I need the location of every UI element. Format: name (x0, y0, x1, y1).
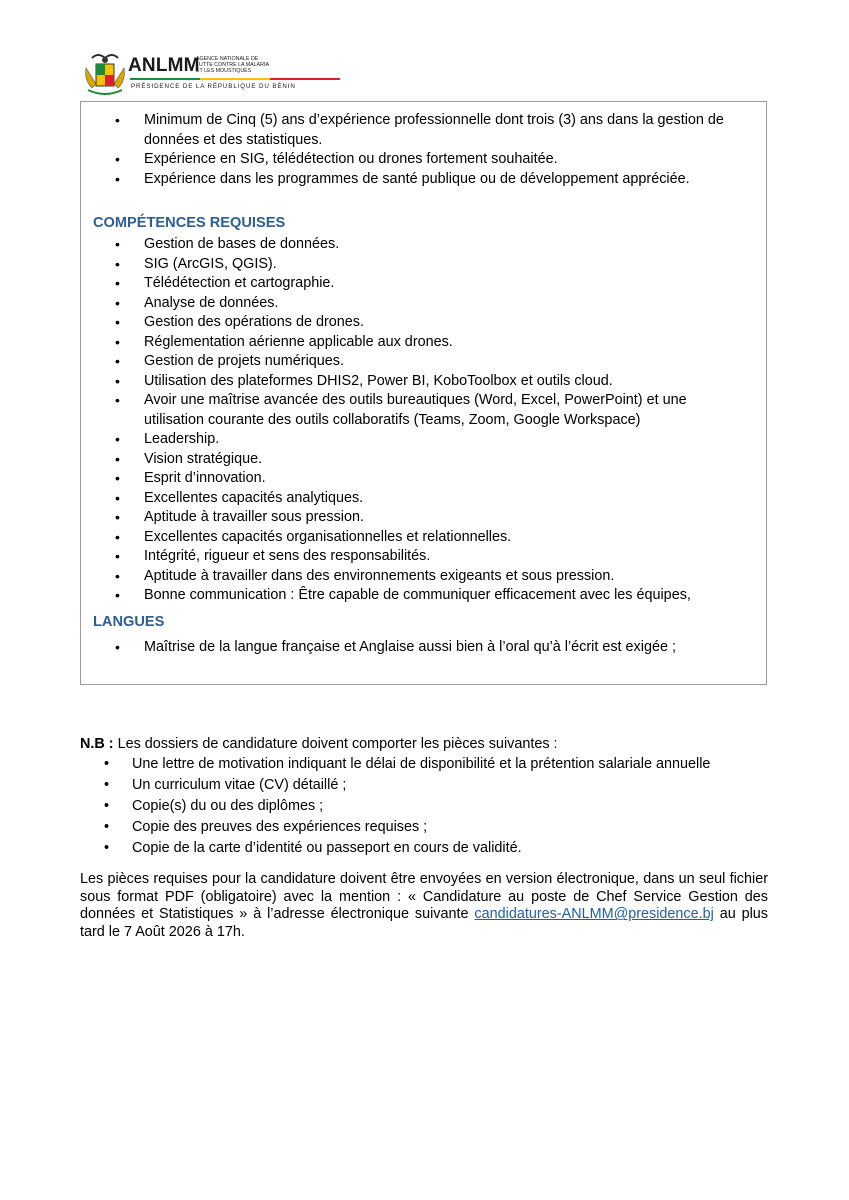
list-item: • Utilisation des plateformes DHIS2, Power BI, KoboToolbox et outils cloud. (81, 372, 764, 392)
list-item: • Un curriculum vitae (CV) détaillé ; (80, 775, 770, 796)
bullet-icon: • (104, 798, 110, 814)
list-item: • Expérience dans les programmes de santé publique ou de développement appréciée. (81, 170, 764, 190)
email-link[interactable]: candidatures-ANLMM@presidence.bj (474, 906, 714, 923)
nb-intro: Les dossiers de candidature doivent comporter les pièces suivantes : (113, 736, 558, 752)
list-item: • Avoir une maîtrise avancée des outils bureautiques (Word, Excel, PowerPoint) et une utilisation courante des outils collaboratifs (Teams, Zoom, Google Workspace) (115, 392, 687, 428)
bullet-icon: • (104, 756, 110, 772)
bullet-icon: • (115, 151, 120, 167)
bullet-icon: • (115, 255, 120, 272)
list-item: • Leadership. (81, 430, 764, 450)
flag-green (130, 78, 200, 80)
list-item: • Réglementation aérienne applicable aux drones. (81, 333, 764, 353)
deadline-text: au plus tard le 7 Août 2026 à 17h. (80, 906, 769, 940)
bullet-icon: • (115, 509, 120, 525)
bullet-icon: • (115, 275, 120, 291)
list-item: • Aptitude à travailler sous pression. (81, 508, 764, 528)
bullet-icon: • (115, 470, 120, 486)
flag-red (270, 78, 340, 80)
bullet-icon: • (115, 112, 120, 128)
bullet-icon: • (115, 450, 120, 467)
bullet-icon: • (115, 489, 120, 506)
list-item: • Esprit d’innovation. (81, 469, 764, 489)
list-item: • Excellentes capacités analytiques. (81, 489, 764, 509)
list-item: • Expérience en SIG, télédétection ou drones fortement souhaitée. (81, 150, 764, 170)
bullet-icon: • (115, 587, 120, 603)
experience-list (81, 111, 764, 189)
list-item: • Gestion de bases de données. (81, 235, 764, 255)
list-item: • Gestion de projets numériques. (81, 352, 764, 372)
flag-color-bar (130, 78, 340, 80)
agency-full-name: AGENCE NATIONALE DE LUTTE CONTRE LA MALARIA ET LES MOUSTIQUES (196, 56, 269, 74)
bullet-icon: • (115, 170, 120, 187)
bullet-icon: • (115, 392, 120, 408)
list-item: • Minimum de Cinq (5) ans d’expérience professionnelle dont trois (3) ans dans la gestion de données et des statistiques. (115, 112, 724, 148)
list-item: • Maîtrise de la langue française et Anglaise aussi bien à l’oral qu’à l’écrit est exigée ; (81, 638, 764, 658)
bullet-icon: • (115, 372, 120, 389)
list-item: • Bonne communication : Être capable de communiquer efficacement avec les équipes, (81, 586, 764, 606)
flag-yellow (200, 78, 270, 80)
bullet-icon: • (104, 840, 110, 856)
bullet-icon: • (115, 294, 120, 311)
list-item: • Analyse de données. (81, 294, 764, 314)
langues-list (81, 638, 764, 658)
list-item: • Une lettre de motivation indiquant le délai de disponibilité et la prétention salariale annuelle (80, 754, 770, 775)
list-item: • Copie des preuves des expériences requises ; (80, 817, 770, 838)
coat-of-arms-icon (82, 50, 128, 100)
nb-label: N.B : (80, 736, 114, 752)
bullet-icon: • (115, 333, 120, 350)
bullet-icon: • (115, 236, 120, 252)
brand-name: ANLMM (128, 55, 200, 76)
list-item: • Copie(s) du ou des diplômes ; (80, 796, 770, 817)
bullet-icon: • (115, 528, 120, 545)
bullet-icon: • (104, 777, 110, 793)
bullet-icon: • (115, 639, 120, 655)
list-item: • Excellentes capacités organisationnelles et relationnelles. (81, 528, 764, 548)
list-item: • SIG (ArcGIS, QGIS). (81, 255, 764, 275)
list-item: • Aptitude à travailler dans des environnements exigeants et sous pression. (81, 567, 764, 587)
nb-paragraph (80, 735, 770, 755)
instructions-text: Les pièces requises pour la candidature doivent être envoyées en version électronique, dans un seul fichier sous format PDF (obligatoire) avec la mention : « Candidature au poste de Chef Service Gestion des données et Statistiques » à l’adresse électronique suivante (80, 871, 768, 923)
competences-title: COMPÉTENCES REQUISES (93, 215, 286, 231)
list-item: • Télédétection et cartographie. (81, 274, 764, 294)
bullet-icon: • (104, 819, 110, 835)
requirements-box (80, 101, 767, 685)
submission-instructions (80, 871, 768, 941)
agency-header (82, 50, 296, 102)
bullet-icon: • (115, 431, 120, 447)
list-item: • Copie de la carte d’identité ou passeport en cours de validité. (80, 838, 770, 859)
competences-list (81, 235, 764, 606)
bullet-icon: • (115, 353, 120, 369)
list-item: • Vision stratégique. (81, 450, 764, 470)
list-item: • Gestion des opérations de drones. (81, 313, 764, 333)
bullet-icon: • (115, 548, 120, 564)
list-item: • Intégrité, rigueur et sens des responsabilités. (81, 547, 764, 567)
documents-list (80, 754, 770, 859)
bullet-icon: • (115, 314, 120, 330)
presidence-label: PRÉSIDENCE DE LA RÉPUBLIQUE DU BÉNIN (131, 83, 296, 90)
langues-title: LANGUES (93, 614, 165, 630)
bullet-icon: • (115, 567, 120, 584)
